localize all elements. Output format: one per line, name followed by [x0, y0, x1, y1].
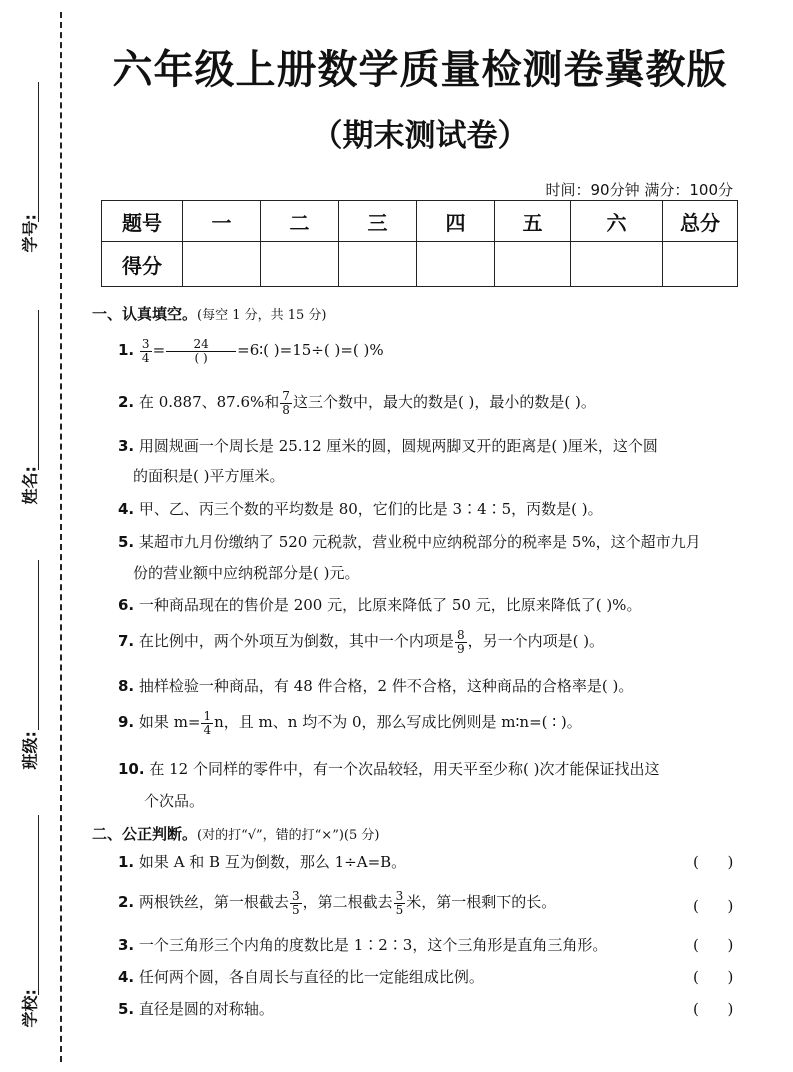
- fraction: $\frac{8}{9}$: [456, 628, 465, 656]
- judge-question-4: 4. 任何两个圆，各自周长与直径的比一定能组成比例。: [118, 968, 484, 986]
- question-number: 3.: [118, 437, 135, 455]
- question-number: 1.: [118, 341, 135, 360]
- question-number: 6.: [118, 596, 135, 614]
- question-7: 7. 在比例中，两个外项互为倒数，其中一个内项是 $\frac{8}{9}$ ，另一个内项是( )。: [118, 628, 605, 656]
- answer-paren[interactable]: ( ): [693, 853, 734, 871]
- score-input-cell[interactable]: [339, 242, 417, 287]
- class-label: 班级:: [20, 731, 40, 770]
- binding-dashed-line: [60, 12, 62, 1062]
- answer-paren[interactable]: ( ): [693, 1000, 734, 1018]
- score-cell-header: 三: [339, 201, 417, 242]
- score-input-cell[interactable]: [261, 242, 339, 287]
- score-cell-label: 得分: [102, 242, 183, 287]
- question-number: 2.: [118, 393, 135, 412]
- fraction: $\frac{3}{4}$: [141, 337, 150, 365]
- section1-title: 一、认真填空。: [92, 305, 198, 323]
- school-line[interactable]: [38, 815, 39, 995]
- question-number: 4.: [118, 968, 135, 986]
- name-line[interactable]: [38, 310, 39, 470]
- score-cell-header: 六: [571, 201, 663, 242]
- judge-question-5: 5. 直径是圆的对称轴。: [118, 1000, 274, 1018]
- score-cell-header: 总分: [663, 201, 738, 242]
- school-label: 学校:: [20, 989, 40, 1028]
- section1-note: (每空 1 分，共 15 分): [197, 308, 327, 323]
- judge-question-3: 3. 一个三角形三个内角的度数比是 1∶2∶3，这个三角形是直角三角形。: [118, 936, 608, 954]
- score-input-cell[interactable]: [183, 242, 261, 287]
- page-subtitle: （期末测试卷）: [311, 118, 529, 154]
- question-4: 4. 甲、乙、丙三个数的平均数是 80，它们的比是 3∶4∶5，丙数是( )。: [118, 500, 603, 518]
- question-5: 5. 某超市九月份缴纳了 520 元税款，营业税中应纳税部分的税率是 5%，这个超市九月: [118, 533, 701, 551]
- score-input-cell[interactable]: [495, 242, 571, 287]
- question-6: 6. 一种商品现在的售价是 200 元，比原来降低了 50 元，比原来降低了( )%。: [118, 596, 642, 614]
- question-number: 5.: [118, 533, 135, 551]
- answer-paren[interactable]: ( ): [693, 897, 734, 915]
- fraction: $\frac{3}{5}$: [395, 889, 404, 917]
- fraction: $\frac{24}{( )}$: [166, 338, 236, 364]
- question-number: 1.: [118, 853, 135, 871]
- question-number: 10.: [118, 760, 145, 778]
- question-text: =6∶( )=15÷( )=( )%: [237, 341, 384, 360]
- judge-question-2: 2. 两根铁丝，第一根截去 $\frac{3}{5}$ ，第二根截去 $\frac{3}{5}$ 米，第一根剩下的长。: [118, 889, 557, 917]
- section2-title: 二、公正判断。: [92, 825, 198, 843]
- question-number: 3.: [118, 936, 135, 954]
- question-number: 4.: [118, 500, 135, 518]
- score-cell-header: 五: [495, 201, 571, 242]
- answer-paren[interactable]: ( ): [693, 936, 734, 954]
- score-cell-header: 一: [183, 201, 261, 242]
- answer-paren[interactable]: ( ): [693, 968, 734, 986]
- page-title: 六年级上册数学质量检测卷冀教版: [112, 47, 728, 93]
- question-10-line2: 个次品。: [144, 792, 205, 810]
- class-line[interactable]: [38, 560, 39, 730]
- question-3: 3. 用圆规画一个周长是 25.12 厘米的圆，圆规两脚叉开的距离是( )厘米，这个圆: [118, 437, 658, 455]
- score-table-score-row: [102, 242, 738, 287]
- student-no-label: 学号:: [20, 214, 40, 253]
- question-number: 2.: [118, 893, 135, 912]
- fraction: $\frac{3}{5}$: [291, 889, 300, 917]
- score-cell-header: 四: [417, 201, 495, 242]
- judge-question-1: 1. 如果 A 和 B 互为倒数，那么 1÷A=B。: [118, 853, 407, 871]
- time-info: 时间：90分钟 满分：100分: [545, 181, 733, 199]
- score-table-header-row: [102, 201, 738, 242]
- question-number: 8.: [118, 677, 135, 695]
- score-input-cell[interactable]: [663, 242, 738, 287]
- question-3-line2: 的面积是( )平方厘米。: [133, 467, 285, 485]
- score-input-cell[interactable]: [571, 242, 663, 287]
- question-number: 7.: [118, 632, 135, 651]
- question-number: 5.: [118, 1000, 135, 1018]
- student-no-line[interactable]: [38, 82, 39, 222]
- question-2: 2. 在 0.887、87.6%和 $\frac{7}{8}$ 这三个数中，最大的数是( )，最小的数是( )。: [118, 389, 596, 417]
- fraction: $\frac{7}{8}$: [282, 389, 290, 417]
- question-1: 1. $\frac{3}{4}$ = $\frac{24}{( )}$ =6∶( )=15÷( )=( )%: [118, 337, 384, 365]
- score-cell-label: 题号: [102, 201, 183, 242]
- question-number: 9.: [118, 713, 135, 732]
- fraction: $\frac{1}{4}$: [203, 709, 212, 737]
- section2-heading: [92, 823, 379, 844]
- section2-note: (对的打“√”，错的打“×”)(5 分): [197, 828, 380, 843]
- question-9: 9. 如果 m= $\frac{1}{4}$ n，且 m、n 均不为 0，那么写成比例则是 m∶n=( ∶ )。: [118, 709, 582, 737]
- question-10: 10. 在 12 个同样的零件中，有一个次品较轻，用天平至少称( )次才能保证找出这: [118, 760, 660, 778]
- score-table: [101, 200, 738, 287]
- name-label: 姓名:: [20, 466, 40, 505]
- question-5-line2: 份的营业额中应纳税部分是( )元。: [133, 564, 360, 582]
- question-8: 8. 抽样检验一种商品，有 48 件合格，2 件不合格，这种商品的合格率是( )。: [118, 677, 634, 695]
- section1-heading: [92, 303, 327, 324]
- score-cell-header: 二: [261, 201, 339, 242]
- score-input-cell[interactable]: [417, 242, 495, 287]
